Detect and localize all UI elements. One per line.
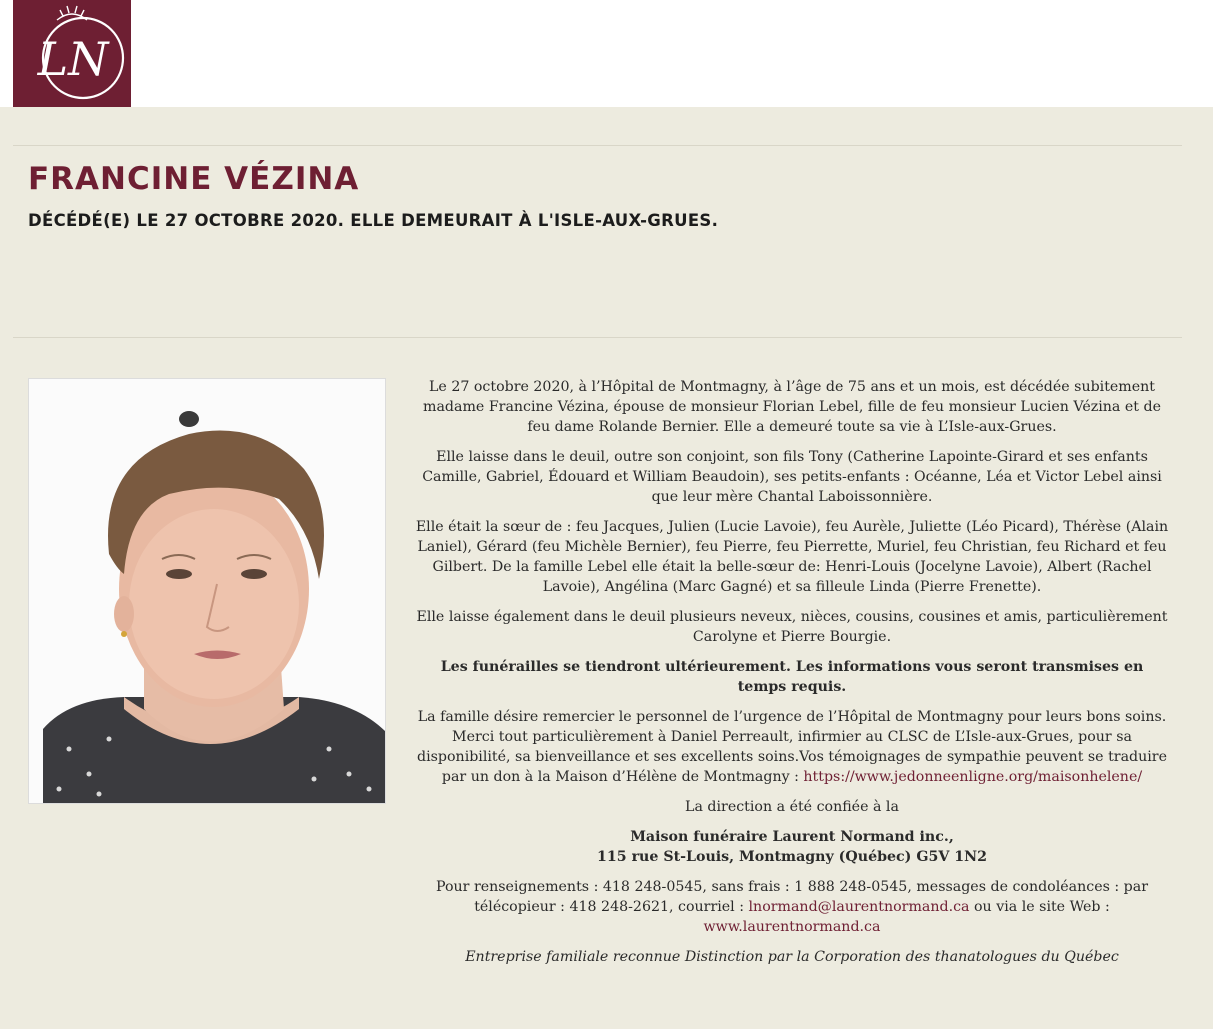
contact-paragraph xyxy=(414,877,1170,937)
funeral-home-address: 115 rue St-Louis, Montmagny (Québec) G5V 1N2 xyxy=(597,849,987,865)
direction-intro: La direction a été confiée à la xyxy=(685,799,899,815)
top-bar xyxy=(0,0,1213,107)
thanks-paragraph xyxy=(414,707,1170,787)
obituary-text xyxy=(414,377,1170,977)
thanks-text: La famille désire remercier le personnel de l’urgence de l’Hôpital de Montmagny pour leurs bons soins. Merci tout particulièrement à Daniel Perreault, infirmier au CLSC de L’Isle-aux-Grues, pour sa disponibilité, sa bienveillance et ses excellents soins.Vos témoignages de sympathie peuvent se traduire par un don à la Maison d’Hélène de Montmagny : xyxy=(417,709,1167,785)
obituary-paragraph-1: Le 27 octobre 2020, à l’Hôpital de Montmagny, à l’âge de 75 ans et un mois, est décédée subitement madame Francine Vézina, épouse de monsieur Florian Lebel, fille de feu monsieur Lucien Vézina et de feu dame Rolande Bernier. Elle a demeuré toute sa vie à L’Isle-aux-Grues. xyxy=(423,379,1161,435)
divider-top xyxy=(13,145,1182,146)
divider-bottom xyxy=(13,337,1182,338)
contact-via: ou via le site Web : xyxy=(969,899,1110,915)
funeral-notice: Les funérailles se tiendront ultérieurement. Les informations vous seront transmises en temps requis. xyxy=(440,659,1144,695)
obituary-paragraph-4: Elle laisse également dans le deuil plusieurs neveux, nièces, cousins, cousines et amis, particulièrement Carolyne et Pierre Bourgie. xyxy=(416,609,1168,645)
obituary-section xyxy=(0,107,1213,1029)
deceased-name: FRANCINE VÉZINA xyxy=(28,161,360,197)
obituary-paragraph-3: Elle était la sœur de : feu Jacques, Julien (Lucie Lavoie), feu Aurèle, Juliette (Léo Picard), Thérèse (Alain Laniel), Gérard (feu Michèle Bernier), feu Pierre, feu Pierrette, Muriel, feu Christian, feu Richard et feu Gilbert. De la famille Lebel elle était la belle-sœur de: Henri-Louis (Jocelyne Lavoie), Albert (Rachel Lavoie), Angélina (Marc Gagné) et sa filleule Linda (Pierre Frenette). xyxy=(415,519,1169,595)
email-link[interactable]: lnormand@laurentnormand.ca xyxy=(748,899,970,915)
deceased-portrait xyxy=(28,378,386,804)
svg-text:LN: LN xyxy=(37,32,109,86)
footer-note: Entreprise familiale reconnue Distinction par la Corporation des thanatologues du Québec xyxy=(465,949,1119,965)
contact-text: Pour renseignements : 418 248-0545, sans frais : 1 888 248-0545, messages de condoléances : par télécopieur : 418 248-2621, courriel : xyxy=(436,879,1148,915)
website-link[interactable]: www.laurentnormand.ca xyxy=(703,919,881,935)
site-logo[interactable] xyxy=(13,0,131,107)
obituary-paragraph-2: Elle laisse dans le deuil, outre son conjoint, son fils Tony (Catherine Lapointe-Girard et ses enfants Camille, Gabriel, Édouard et William Beaudoin), ses petits-enfants : Océanne, Léa et Victor Lebel ainsi que leur mère Chantal Laboissonnière. xyxy=(422,449,1162,505)
funeral-home-name: Maison funéraire Laurent Normand inc., xyxy=(630,829,954,845)
donation-link[interactable]: https://www.jedonneenligne.org/maisonhelene/ xyxy=(803,769,1143,785)
death-notice-subtitle: DÉCÉDÉ(E) LE 27 OCTOBRE 2020. ELLE DEMEURAIT À L'ISLE-AUX-GRUES. xyxy=(28,211,719,230)
ln-monogram-icon xyxy=(13,0,131,107)
funeral-home xyxy=(414,827,1170,867)
